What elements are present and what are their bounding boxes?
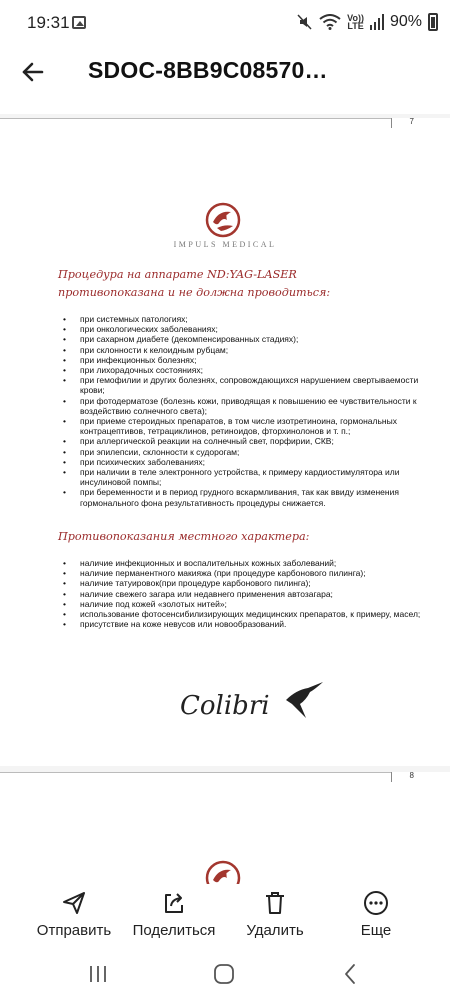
mute-icon — [297, 13, 313, 31]
page-corner-mark — [391, 118, 392, 128]
delete-label: Удалить — [246, 922, 304, 939]
system-nav-bar — [0, 948, 450, 1000]
list-item: • наличие татуировок(при процедуре карбонового пилинга); — [60, 578, 430, 588]
page-header-line — [0, 118, 392, 119]
document-title: SDOC-8BB9C08570… — [88, 57, 328, 83]
send-icon — [61, 890, 87, 916]
list-item: • при инфекционных болезнях; — [60, 355, 430, 365]
local-contraindications-list — [60, 558, 430, 629]
list-item: • при наличии в теле электронного устройства, к примеру кардиостимулятора или инсулиновой помпы; — [60, 467, 430, 487]
list-item: • при лихорадочных состояниях; — [60, 365, 430, 375]
toolbar — [0, 48, 450, 96]
volte-indicator — [347, 14, 364, 30]
list-item: • при сахарном диабете (декомпенсированных стадиях); — [60, 334, 430, 344]
list-item: • при приеме стероидных препаратов, в том числе изотретиноина, гормональных контрацептивов, тетрациклинов, ретиноидов, фторхинолонов и т. п.; — [60, 416, 430, 436]
arrow-left-icon — [14, 52, 54, 92]
page-8 — [0, 772, 450, 884]
page-number: 7 — [409, 117, 414, 126]
list-item: • при аллергической реакции на солнечный свет, порфирии, СКВ; — [60, 436, 430, 446]
battery-icon — [428, 13, 438, 31]
volte-top: Vo)) — [347, 13, 364, 23]
status-icons — [297, 13, 438, 31]
more-icon — [363, 890, 389, 916]
list-item: • при беременности и в период грудного вскармливания, так как ввиду изменения гормонального фона результативность процедуры снижается. — [60, 487, 430, 507]
action-bar — [0, 884, 450, 948]
share-button[interactable] — [124, 890, 224, 939]
share-label: Поделиться — [132, 922, 216, 939]
impuls-medical-logo-icon — [205, 202, 241, 238]
list-item: • наличие инфекционных и воспалительных кожных заболеваний; — [60, 558, 430, 568]
signal-icon — [370, 14, 384, 30]
recents-icon — [78, 958, 118, 990]
page-number: 8 — [409, 771, 414, 780]
list-item: • наличие свежего загара или недавнего применения автозагара; — [60, 589, 430, 599]
more-button[interactable] — [326, 890, 426, 939]
volte-bottom: LTE — [347, 21, 364, 31]
share-icon — [161, 890, 187, 916]
page-header-line — [0, 772, 392, 773]
list-item: • использование фотосенсибилизирующих медицинских препаратов, к примеру, масел; — [60, 609, 430, 619]
list-item: • при системных патологиях; — [60, 314, 430, 324]
recents-button[interactable] — [78, 958, 118, 990]
wifi-icon — [319, 14, 341, 30]
battery-percent: 90% — [389, 13, 422, 30]
send-label: Отправить — [36, 922, 112, 939]
send-button[interactable] — [24, 890, 124, 939]
list-item: • присутствие на коже невусов или новообразований. — [60, 619, 430, 629]
local-contraindications-heading: Противопоказания местного характера: — [58, 530, 310, 543]
logo-text: IMPULS MEDICAL — [173, 240, 277, 249]
more-label: Еще — [360, 922, 392, 939]
home-icon — [204, 958, 244, 990]
hummingbird-icon — [286, 682, 323, 718]
trash-icon — [262, 890, 288, 916]
back-button[interactable] — [14, 52, 54, 92]
list-item: • наличие перманентного макияжа (при процедуре карбонового пилинга); — [60, 568, 430, 578]
list-item: • при гемофилии и других болезнях, сопровождающихся нарушением свертываемости крови; — [60, 375, 430, 395]
back-chevron-icon — [330, 958, 370, 990]
gallery-notification-icon — [72, 16, 86, 29]
home-button[interactable] — [204, 958, 244, 990]
list-item: • при онкологических заболеваниях; — [60, 324, 430, 334]
colibri-signature-logo — [178, 678, 328, 728]
page-7 — [0, 118, 450, 766]
page-corner-mark — [391, 772, 392, 782]
contraindications-heading: Процедура на аппарате ND:YAG-LASER противопоказана и не должна проводиться: — [58, 268, 331, 299]
list-item: • при фотодерматозе (болезнь кожи, приводящая к повышению ее чувствительности к воздействию солнечного света); — [60, 396, 430, 416]
list-item: • наличие под кожей «золотых нитей»; — [60, 599, 430, 609]
list-item: • при психических заболеваниях; — [60, 457, 430, 467]
status-time: 19:31 — [27, 13, 70, 32]
delete-button[interactable] — [225, 890, 325, 939]
page-6-bottom — [0, 96, 450, 114]
nav-back-button[interactable] — [330, 958, 370, 990]
list-item: • при эпилепсии, склонности к судорогам; — [60, 447, 430, 457]
document-viewer[interactable] — [0, 96, 450, 884]
list-item: • при склонности к келоидным рубцам; — [60, 345, 430, 355]
impuls-medical-logo-icon — [205, 860, 241, 884]
status-bar — [0, 0, 450, 48]
contraindications-list — [60, 314, 430, 508]
signature-text: Colibri — [180, 691, 270, 721]
